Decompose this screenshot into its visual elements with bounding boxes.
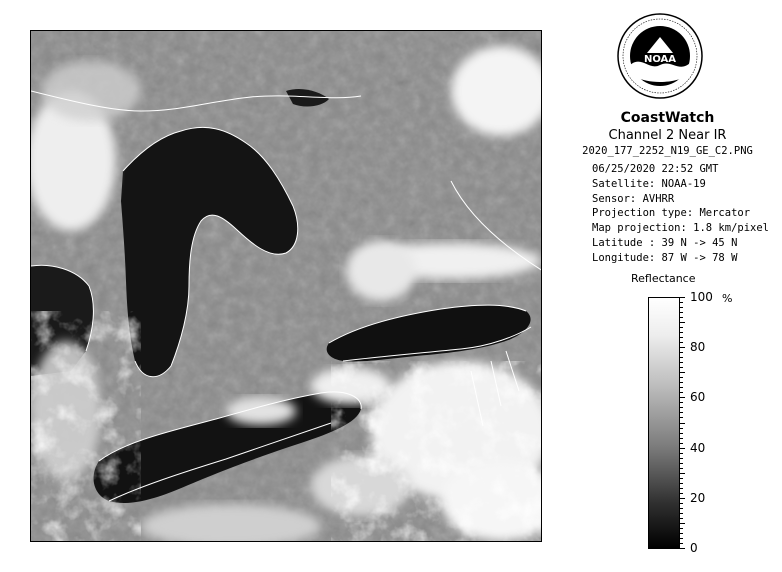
- colorbar-tick: [680, 387, 683, 388]
- colorbar-tick: [680, 397, 685, 398]
- colorbar-tick: [680, 468, 683, 469]
- colorbar: [648, 297, 680, 549]
- colorbar-tick: [680, 533, 683, 534]
- sensor-label: Sensor: AVHRR: [592, 192, 675, 205]
- product-title: CoastWatch: [620, 110, 715, 126]
- colorbar-unit: %: [722, 292, 733, 305]
- colorbar-tick: [680, 407, 683, 408]
- colorbar-tick: [680, 372, 685, 373]
- colorbar-tick: [680, 412, 683, 413]
- colorbar-tick: [680, 493, 683, 494]
- colorbar-tick: [680, 423, 685, 424]
- colorbar-tick: [680, 347, 685, 348]
- colorbar-tick: [680, 332, 683, 333]
- datetime-label: 06/25/2020 22:52 GMT: [592, 163, 719, 175]
- colorbar-tick: [680, 448, 685, 449]
- filename-label: 2020_177_2252_N19_GE_C2.PNG: [582, 145, 753, 157]
- colorbar-tick: [680, 473, 685, 474]
- projection-type-label: Projection type: Mercator: [592, 207, 751, 220]
- noaa-logo: [617, 13, 703, 99]
- metadata-list: [592, 162, 769, 266]
- colorbar-tick: [680, 382, 683, 383]
- colorbar-tick: [680, 342, 683, 343]
- colorbar-tick: [680, 478, 683, 479]
- colorbar-tick: [680, 508, 683, 509]
- colorbar-tick: [680, 453, 683, 454]
- satellite-image: [30, 30, 542, 542]
- colorbar-tick: [680, 297, 685, 298]
- colorbar-label: 60: [690, 390, 706, 405]
- colorbar-title: Reflectance: [631, 272, 696, 285]
- colorbar-tick: [680, 513, 683, 514]
- colorbar-tick: [680, 357, 683, 358]
- colorbar-tick: [680, 428, 683, 429]
- colorbar-label: 20: [690, 490, 706, 505]
- colorbar-tick: [680, 503, 683, 504]
- colorbar-tick: [680, 312, 683, 313]
- colorbar-tick: [680, 402, 683, 403]
- colorbar-tick: [680, 528, 683, 529]
- colorbar-tick: [680, 438, 683, 439]
- satellite-label: Satellite: NOAA-19: [592, 177, 706, 190]
- colorbar-tick: [680, 352, 683, 353]
- colorbar-tick: [680, 458, 683, 459]
- colorbar-tick: [680, 362, 683, 363]
- colorbar-tick: [680, 463, 683, 464]
- colorbar-tick: [680, 548, 685, 549]
- colorbar-tick: [680, 377, 683, 378]
- latitude-label: Latitude : 39 N -> 45 N: [592, 236, 738, 249]
- colorbar-tick: [680, 307, 683, 308]
- longitude-label: Longitude: 87 W -> 78 W: [592, 251, 738, 264]
- satellite-map-svg: [31, 31, 542, 542]
- map-projection-label: Map projection: 1.8 km/pixel: [592, 222, 770, 235]
- colorbar-tick: [680, 417, 683, 418]
- colorbar-tick: [680, 317, 683, 318]
- colorbar-tick: [680, 443, 683, 444]
- colorbar-tick: [680, 367, 683, 368]
- colorbar-tick: [680, 518, 683, 519]
- colorbar-label: 0: [690, 541, 698, 555]
- colorbar-tick: [680, 433, 683, 434]
- colorbar-tick: [680, 483, 683, 484]
- colorbar-tick: [680, 392, 683, 393]
- logo-center-text: NOAA: [643, 54, 677, 65]
- colorbar-tick: [680, 523, 685, 524]
- channel-label: Channel 2 Near IR: [608, 128, 727, 143]
- colorbar-tick: [680, 302, 683, 303]
- colorbar-tick: [680, 498, 685, 499]
- colorbar-label: 80: [690, 340, 706, 355]
- colorbar-tick: [680, 488, 683, 489]
- colorbar-tick: [680, 543, 683, 544]
- colorbar-tick: [680, 337, 683, 338]
- colorbar-label: 40: [690, 440, 706, 455]
- colorbar-tick: [680, 538, 683, 539]
- colorbar-tick: [680, 327, 683, 328]
- colorbar-tick: [680, 322, 685, 323]
- colorbar-label: 100: [690, 290, 713, 304]
